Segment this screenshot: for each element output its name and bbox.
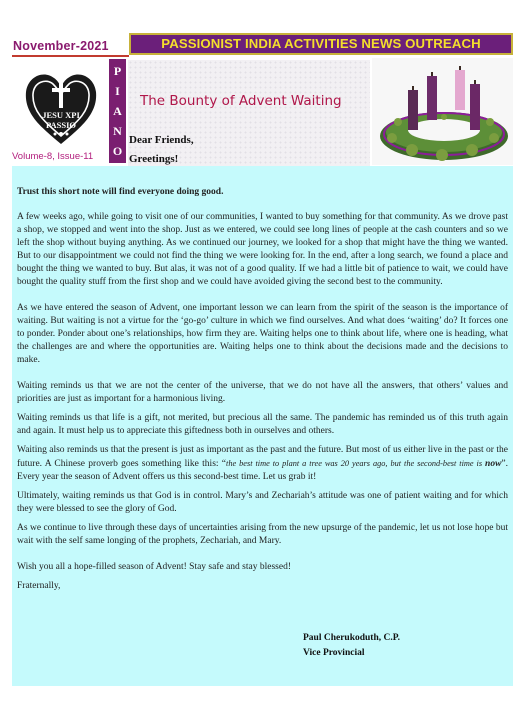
feature-title: The Bounty of Advent Waiting bbox=[140, 93, 342, 109]
header-divider bbox=[12, 55, 129, 57]
letter-paragraph: Waiting reminds us that life is a gift, not merited, but precious all the same. The pandemic has reminded us of this truth again and again. It must help us to appreciate this giftedness both in ourselves and others. bbox=[17, 413, 508, 436]
proverb-follow-up: ”. Every year the season of Advent offers us this second-best time. Let us grab it! bbox=[17, 459, 508, 482]
greeting-line-1: Dear Friends, bbox=[129, 134, 194, 146]
logo-text-line1: JESU XPI bbox=[42, 110, 80, 120]
greeting-line-2: Greetings! bbox=[129, 153, 179, 165]
signature-block bbox=[303, 631, 400, 661]
piano-letter: I bbox=[115, 84, 120, 98]
letter-paragraph: Waiting reminds us that we are not the center of the universe, that we do not have all the answers, that others’ values and priorities are just as important for a harmonious living. bbox=[17, 381, 508, 404]
letter-intro: Trust this short note will find everyone doing good. bbox=[17, 187, 224, 197]
letter-body bbox=[12, 166, 513, 686]
letter-closing: Fraternally, bbox=[17, 581, 61, 591]
proverb-lead-in: Waiting also reminds us that the present is just as important as the past and the future. But most of us either live in the past or the future. A Chinese proverb goes something like this: “ bbox=[17, 445, 508, 469]
signer-name: Paul Cherukoduth, C.P. bbox=[303, 633, 401, 643]
logo-text-line2: PASSIO bbox=[45, 120, 77, 130]
feature-title-panel bbox=[128, 60, 370, 166]
proverb-now: now bbox=[485, 459, 502, 469]
letter-paragraph: Ultimately, waiting reminds us that God is in control. Mary’s and Zechariah’s attitude was one of patient waiting and for which they were blessed to see the glory of God. bbox=[17, 491, 508, 514]
newsletter-date: November-2021 bbox=[13, 39, 109, 53]
volume-issue: Volume-8, Issue-11 bbox=[12, 151, 94, 162]
proverb-quote: the best time to plant a tree was 20 years ago, but the second-best time is bbox=[226, 459, 486, 468]
letter-paragraph-proverb bbox=[17, 444, 508, 484]
piano-letter: A bbox=[113, 104, 122, 118]
piano-vertical-label bbox=[109, 59, 126, 163]
newsletter-banner: PASSIONIST INDIA ACTIVITIES NEWS OUTREACH bbox=[129, 33, 513, 55]
letter-paragraph: Wish you all a hope-filled season of Advent! Stay safe and stay blessed! bbox=[17, 562, 291, 572]
advent-wreath-image bbox=[372, 58, 513, 165]
letter-paragraph: A few weeks ago, while going to visit one of our communities, I wanted to buy something for that community. As we drove past a shop, we stopped and went into the shop. Just as we entered, we could see long lines of people at the cash counters and so we left the shop without buying anything. As we continued our journey, we looked for a shop that might have the thing we wanted. But to our disappointment we could not find the thing we were looking for. In the end, after a long search, we found a place and bought the thing we wanted to buy. But alas, it was not of a good quality. If we had a little bit of patience to wait, we could have bought the quality stuff from the first shop and we could have avoided giving the second best to the community. bbox=[17, 212, 508, 287]
signer-title: Vice Provincial bbox=[303, 648, 365, 658]
passionist-emblem-logo bbox=[22, 68, 100, 148]
piano-letter: P bbox=[113, 64, 122, 78]
piano-letter: O bbox=[112, 144, 123, 158]
letter-paragraph: As we have entered the season of Advent, one important lesson we can learn from the spirit of the season is the importance of waiting. But waiting is not a virtue for the ‘go-go’ culture in which we find ourselves. And what does ‘waiting’ do? It forces one to ponder. Ponder about one’s relationships, how firm they are. Waiting helps one to think about life, where one is heading, what the challenges are and where the opportunities are. Waiting helps one to think about the decisions made and the decisions to make. bbox=[17, 303, 508, 365]
piano-letter: N bbox=[113, 124, 122, 138]
letter-paragraph: As we continue to live through these days of uncertainties arising from the new upsurge of the pandemic, let us not lose hope but wait with the self same longing of the prophets, Zechariah, and Mary. bbox=[17, 523, 508, 546]
